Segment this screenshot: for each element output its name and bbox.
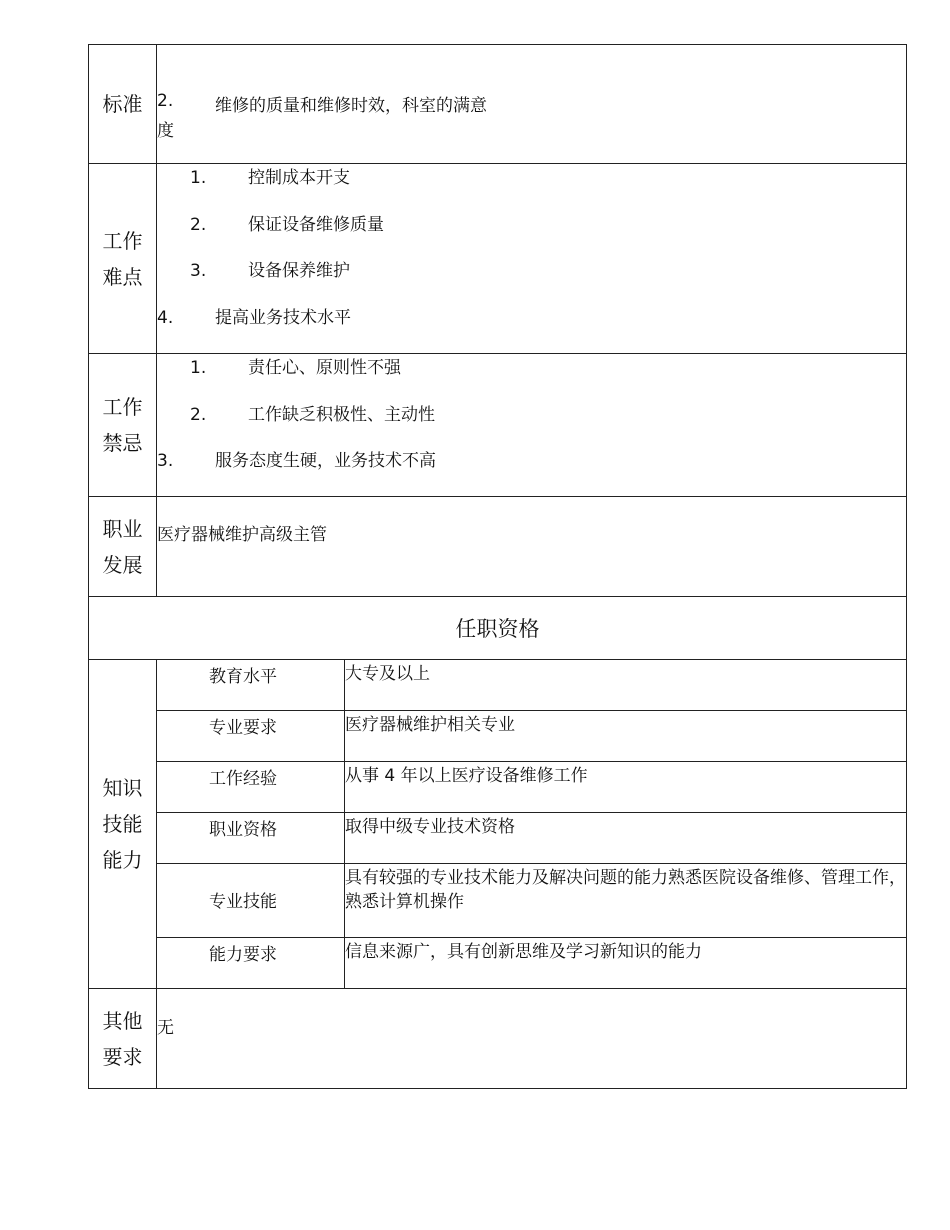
other-value: 无 — [157, 1018, 174, 1038]
difficulties-row — [89, 164, 907, 354]
difficulties-content — [157, 164, 907, 354]
table-row — [89, 864, 907, 938]
table-row — [89, 938, 907, 989]
taboos-label-line1: 工作 — [102, 395, 143, 419]
other-label — [89, 989, 157, 1089]
group-label-line1: 知识 — [102, 776, 143, 800]
table-row — [89, 813, 907, 864]
list-item-text: 工作缺乏积极性、主动性 — [248, 404, 435, 425]
other-label-line2: 要求 — [102, 1044, 143, 1069]
list-item — [157, 257, 906, 304]
certification-label: 职业资格 — [157, 813, 345, 864]
education-label: 教育水平 — [157, 660, 345, 711]
skills-label — [157, 864, 345, 938]
taboos-content — [157, 354, 907, 497]
list-item-text: 责任心、原则性不强 — [248, 358, 401, 378]
standard-label-text: 标准 — [102, 92, 143, 116]
major-value: 医疗器械维护相关专业 — [345, 711, 907, 762]
experience-label: 工作经验 — [157, 762, 345, 813]
taboos-row — [89, 354, 907, 497]
list-item — [157, 211, 906, 258]
standard-label — [89, 45, 157, 164]
standard-num: 2. — [157, 91, 174, 111]
qualifications-title: 任职资格 — [89, 597, 907, 660]
standard-text: 维修的质量和维修时效，科室的满意 — [215, 96, 487, 116]
career-label-line2: 发展 — [102, 552, 143, 577]
difficulties-label-line2: 难点 — [102, 264, 143, 289]
list-item — [157, 354, 906, 401]
list-item-text: 控制成本开支 — [248, 168, 350, 188]
list-item-text: 提高业务技术水平 — [215, 307, 351, 328]
list-item-num: 1. — [190, 168, 207, 188]
career-content — [157, 497, 907, 597]
job-description-table — [88, 44, 907, 1089]
list-item-num: 2. — [190, 214, 207, 235]
group-label-line3: 能力 — [102, 848, 143, 872]
major-label: 专业要求 — [157, 711, 345, 762]
career-value: 医疗器械维护高级主管 — [157, 525, 327, 545]
list-item-num: 3. — [190, 261, 207, 281]
other-content — [157, 989, 907, 1089]
other-label-line1: 其他 — [102, 1008, 143, 1033]
difficulties-label — [89, 164, 157, 354]
table-row — [89, 660, 907, 711]
taboos-label — [89, 354, 157, 497]
list-item — [157, 401, 906, 448]
qualifications-group-label — [89, 660, 157, 989]
education-value: 大专及以上 — [345, 660, 907, 711]
experience-value: 从事 4 年以上医疗设备维修工作 — [345, 762, 907, 813]
career-row — [89, 497, 907, 597]
standard-text-wrap: 度 — [157, 121, 174, 141]
difficulties-label-line1: 工作 — [102, 228, 143, 253]
list-item-num: 1. — [190, 358, 207, 378]
career-label-line1: 职业 — [102, 516, 143, 541]
list-item-text: 服务态度生硬，业务技术不高 — [215, 451, 436, 471]
skills-value: 具有较强的专业技术能力及解决问题的能力熟悉医院设备维修、管理工作，熟悉计算机操作 — [345, 864, 907, 938]
list-item-text: 保证设备维修质量 — [248, 214, 384, 235]
certification-value: 取得中级专业技术资格 — [345, 813, 907, 864]
career-label — [89, 497, 157, 597]
standard-content — [157, 45, 907, 164]
skills-label-text: 专业技能 — [209, 892, 277, 912]
ability-label: 能力要求 — [157, 938, 345, 989]
list-item-num: 3. — [157, 451, 174, 471]
table-row — [89, 762, 907, 813]
ability-value: 信息来源广，具有创新思维及学习新知识的能力 — [345, 938, 907, 989]
table-row — [89, 711, 907, 762]
taboos-label-line2: 禁忌 — [102, 431, 143, 455]
standard-row — [89, 45, 907, 164]
list-item — [157, 304, 906, 351]
list-item-text: 设备保养维护 — [248, 261, 350, 281]
list-item — [157, 447, 906, 494]
list-item-num: 4. — [157, 307, 174, 328]
qualifications-header-row — [89, 597, 907, 660]
list-item-num: 2. — [190, 404, 207, 425]
other-row — [89, 989, 907, 1089]
list-item — [157, 164, 906, 211]
group-label-line2: 技能 — [102, 812, 143, 836]
